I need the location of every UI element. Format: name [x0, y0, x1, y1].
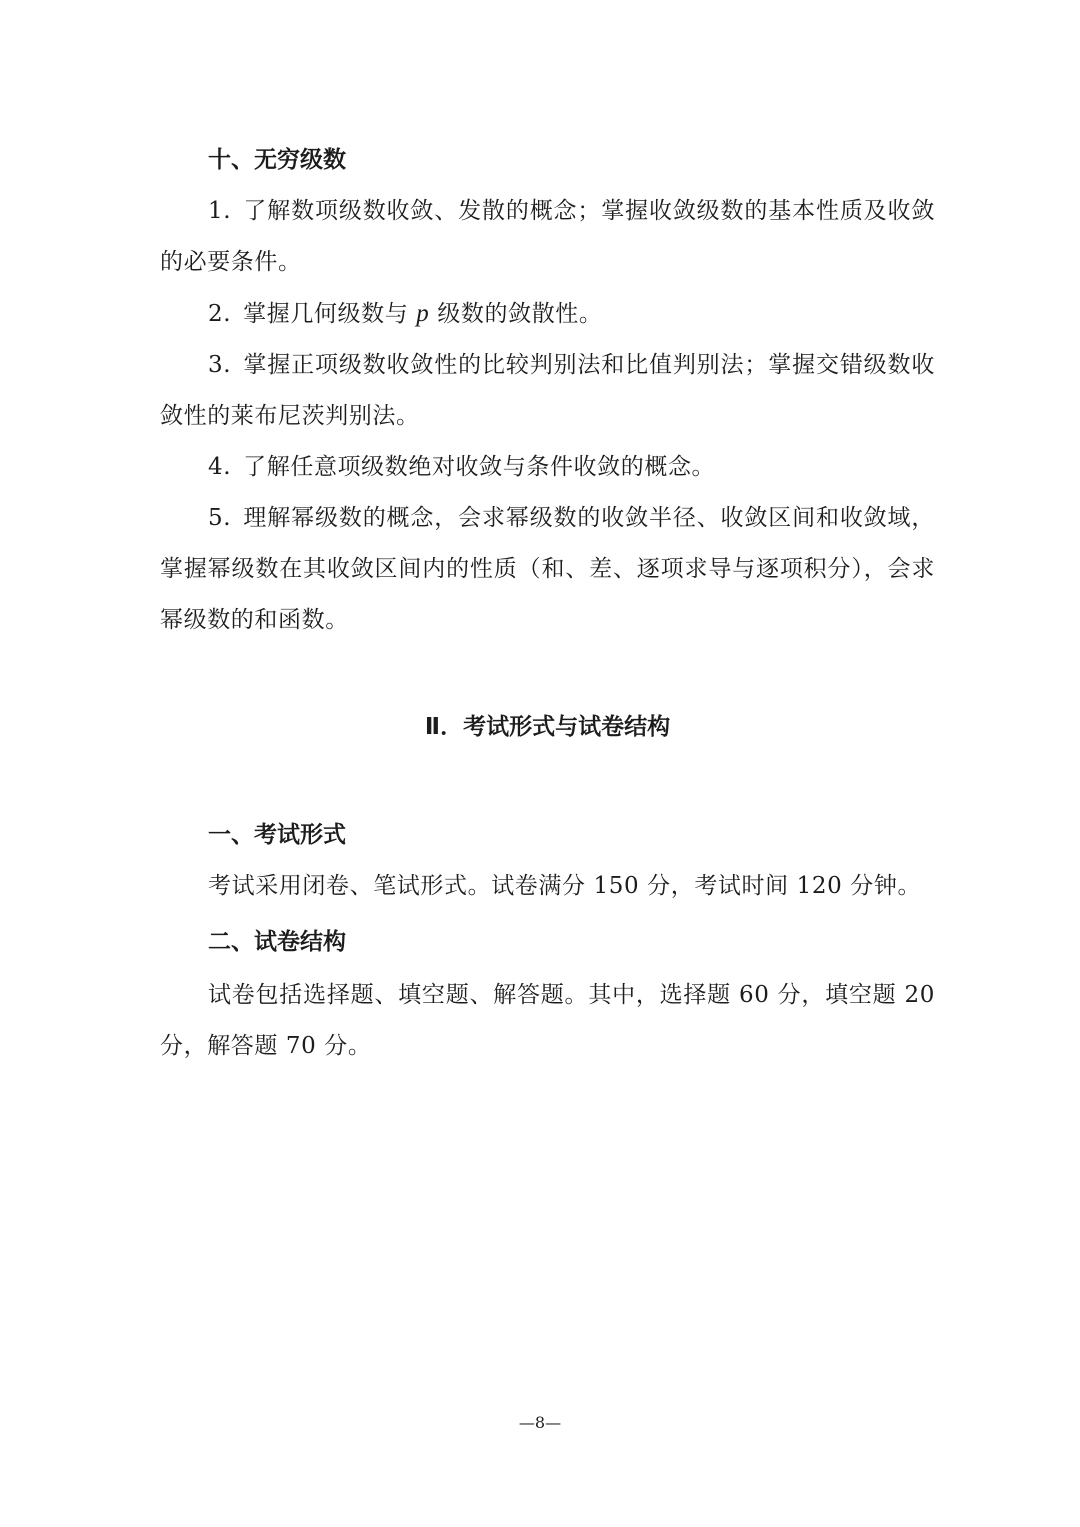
- item-text: 了解任意项级数绝对收敛与条件收敛的概念。: [243, 454, 716, 480]
- page-number: —8—: [518, 1413, 562, 1432]
- section-heading-paper-structure: 二、试卷结构: [208, 929, 346, 955]
- item-text: 掌握正项级数收敛性的比较判别法和比值判别法；掌握交错级数收敛性的莱布尼茨判别法。: [160, 352, 935, 429]
- item-number: 4.: [208, 454, 232, 480]
- item-number: 5.: [208, 505, 232, 531]
- list-item: [160, 186, 935, 288]
- item-text: 理解幂级数的概念，会求幂级数的收敛半径、收敛区间和收敛域，掌握幂级数在其收敛区间内的性质（和、差、逐项求导与逐项积分），会求幂级数的和函数。: [160, 505, 935, 633]
- section-heading-exam-form: 一、考试形式: [208, 822, 346, 848]
- item-text-post: 级数的敛散性。: [437, 301, 603, 327]
- page-content: [160, 140, 935, 1072]
- item-number: 3.: [208, 352, 232, 378]
- item-number: 1.: [208, 198, 232, 224]
- list-item: [160, 288, 935, 340]
- exam-form-text: 考试采用闭卷、笔试形式。试卷满分 150 分，考试时间 120 分钟。: [208, 873, 922, 899]
- list-item: [160, 340, 935, 442]
- list-item: [160, 442, 935, 493]
- list-item: [160, 493, 935, 646]
- item-text: 了解数项级数收敛、发散的概念；掌握收敛级数的基本性质及收敛的必要条件。: [160, 198, 935, 275]
- item-text-pre: 掌握几何级数与: [243, 301, 409, 327]
- paper-structure-text: 试卷包括选择题、填空题、解答题。其中，选择题 60 分，填空题 20 分，解答题 70 分。: [160, 982, 935, 1059]
- part-title: Ⅱ．考试形式与试卷结构: [424, 714, 671, 740]
- math-variable-p: p: [416, 300, 430, 327]
- section-heading-infinite-series: 十、无穷级数: [208, 147, 346, 173]
- item-number: 2.: [208, 301, 232, 327]
